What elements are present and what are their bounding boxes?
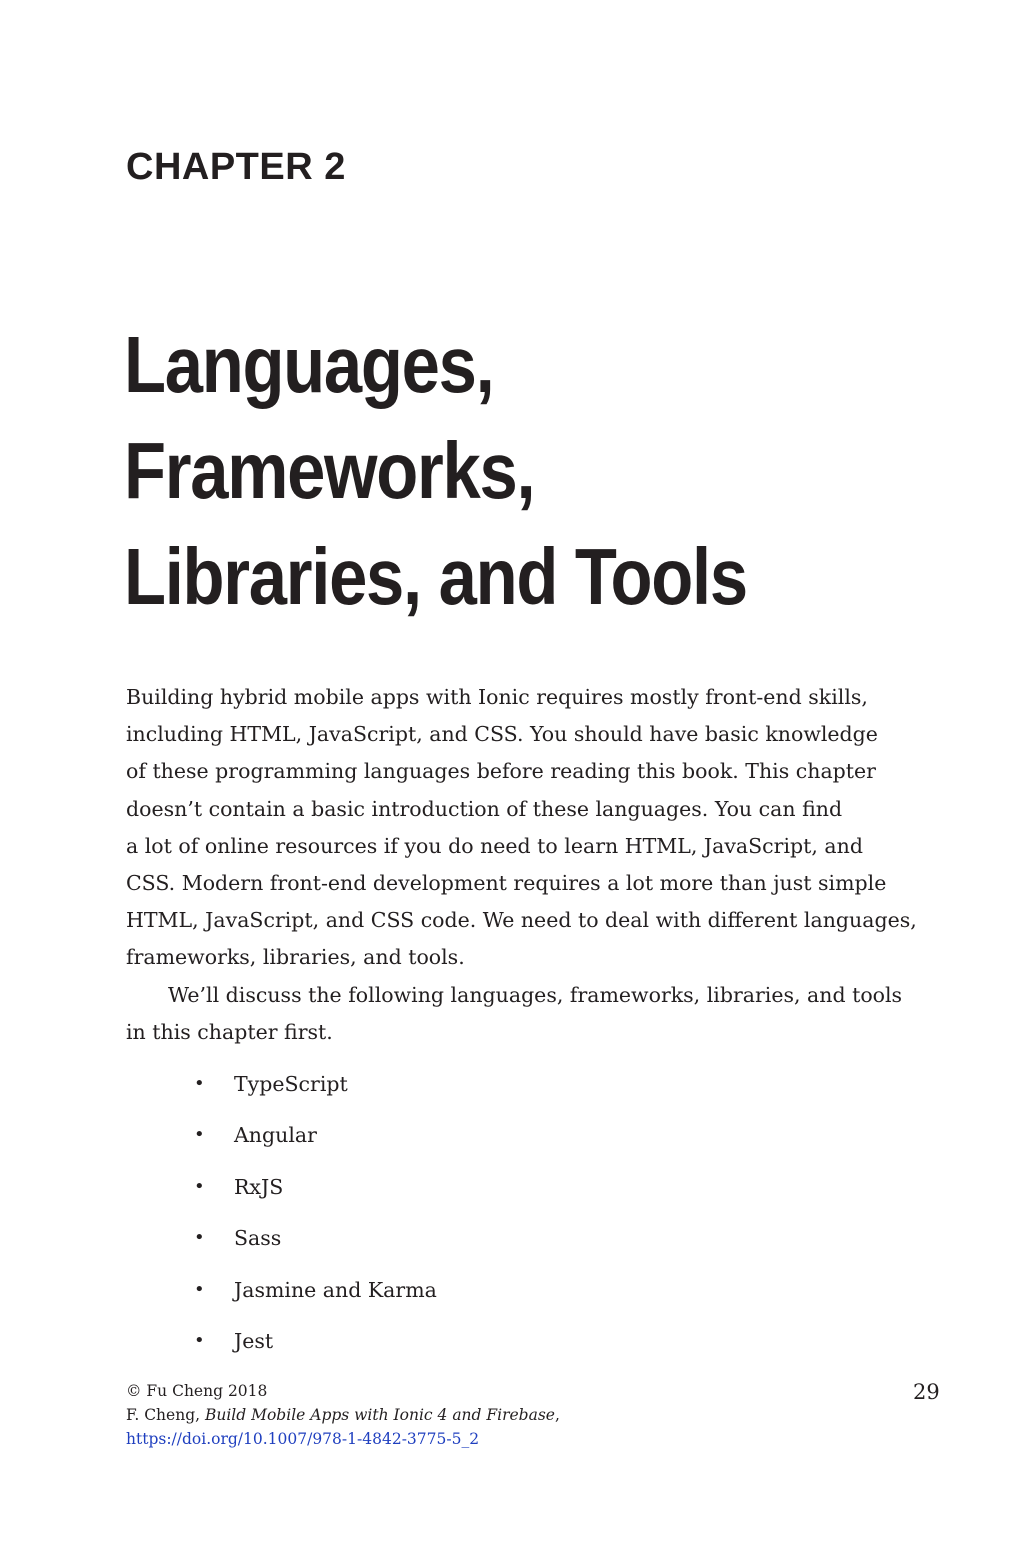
book-title: Build Mobile Apps with Ionic 4 and Firebase bbox=[204, 1406, 555, 1424]
intro-paragraph bbox=[126, 679, 946, 977]
citation-line bbox=[126, 1403, 560, 1427]
list-item-label: Sass bbox=[234, 1226, 282, 1251]
chapter-title bbox=[124, 312, 864, 630]
second-paragraph bbox=[126, 977, 946, 1051]
body-text bbox=[126, 679, 946, 1051]
bullet-icon: • bbox=[194, 1278, 205, 1300]
text-line: a lot of online resources if you do need to learn HTML, JavaScript, and bbox=[126, 833, 863, 858]
list-item bbox=[190, 1115, 437, 1166]
bullet-icon: • bbox=[194, 1329, 205, 1351]
chapter-title-line: Languages, bbox=[124, 320, 494, 409]
list-item-label: Jest bbox=[234, 1328, 274, 1353]
text-line: frameworks, libraries, and tools. bbox=[126, 945, 465, 970]
text-line: We’ll discuss the following languages, frameworks, libraries, and tools bbox=[168, 982, 903, 1007]
text-line: in this chapter first. bbox=[126, 1019, 333, 1044]
bullet-icon: • bbox=[194, 1227, 205, 1249]
list-item-label: Angular bbox=[234, 1123, 317, 1148]
page-number: 29 bbox=[913, 1380, 940, 1404]
bullet-icon: • bbox=[194, 1124, 205, 1146]
doi-link[interactable]: https://doi.org/10.1007/978-1-4842-3775-5_2 bbox=[126, 1430, 480, 1448]
list-item bbox=[190, 1167, 437, 1218]
text-line: including HTML, JavaScript, and CSS. You should have basic knowledge bbox=[126, 722, 878, 747]
copyright-line: © Fu Cheng 2018 bbox=[126, 1382, 268, 1400]
list-item-label: TypeScript bbox=[234, 1072, 348, 1096]
text-line: doesn’t contain a basic introduction of these languages. You can find bbox=[126, 796, 843, 821]
topic-list bbox=[190, 1064, 437, 1372]
text-line: of these programming languages before reading this book. This chapter bbox=[126, 759, 876, 784]
list-item bbox=[190, 1321, 437, 1372]
list-item-label: Jasmine and Karma bbox=[234, 1277, 437, 1302]
text-line: CSS. Modern front-end development requires a lot more than just simple bbox=[126, 871, 887, 896]
text-line: Building hybrid mobile apps with Ionic requires mostly front-end skills, bbox=[126, 685, 868, 709]
list-item-label: RxJS bbox=[234, 1174, 284, 1199]
list-item bbox=[190, 1218, 437, 1269]
bullet-icon: • bbox=[194, 1175, 205, 1197]
citation-prefix: F. Cheng, bbox=[126, 1406, 205, 1424]
copyright-footer bbox=[126, 1379, 560, 1451]
list-item bbox=[190, 1064, 437, 1115]
chapter-title-line: Frameworks, bbox=[124, 426, 535, 515]
text-line: HTML, JavaScript, and CSS code. We need to deal with different languages, bbox=[126, 908, 917, 933]
chapter-label: CHAPTER 2 bbox=[126, 146, 346, 188]
citation-suffix: , bbox=[554, 1406, 560, 1424]
chapter-title-line: Libraries, and Tools bbox=[124, 532, 747, 621]
list-item bbox=[190, 1270, 437, 1321]
bullet-icon: • bbox=[194, 1073, 205, 1094]
